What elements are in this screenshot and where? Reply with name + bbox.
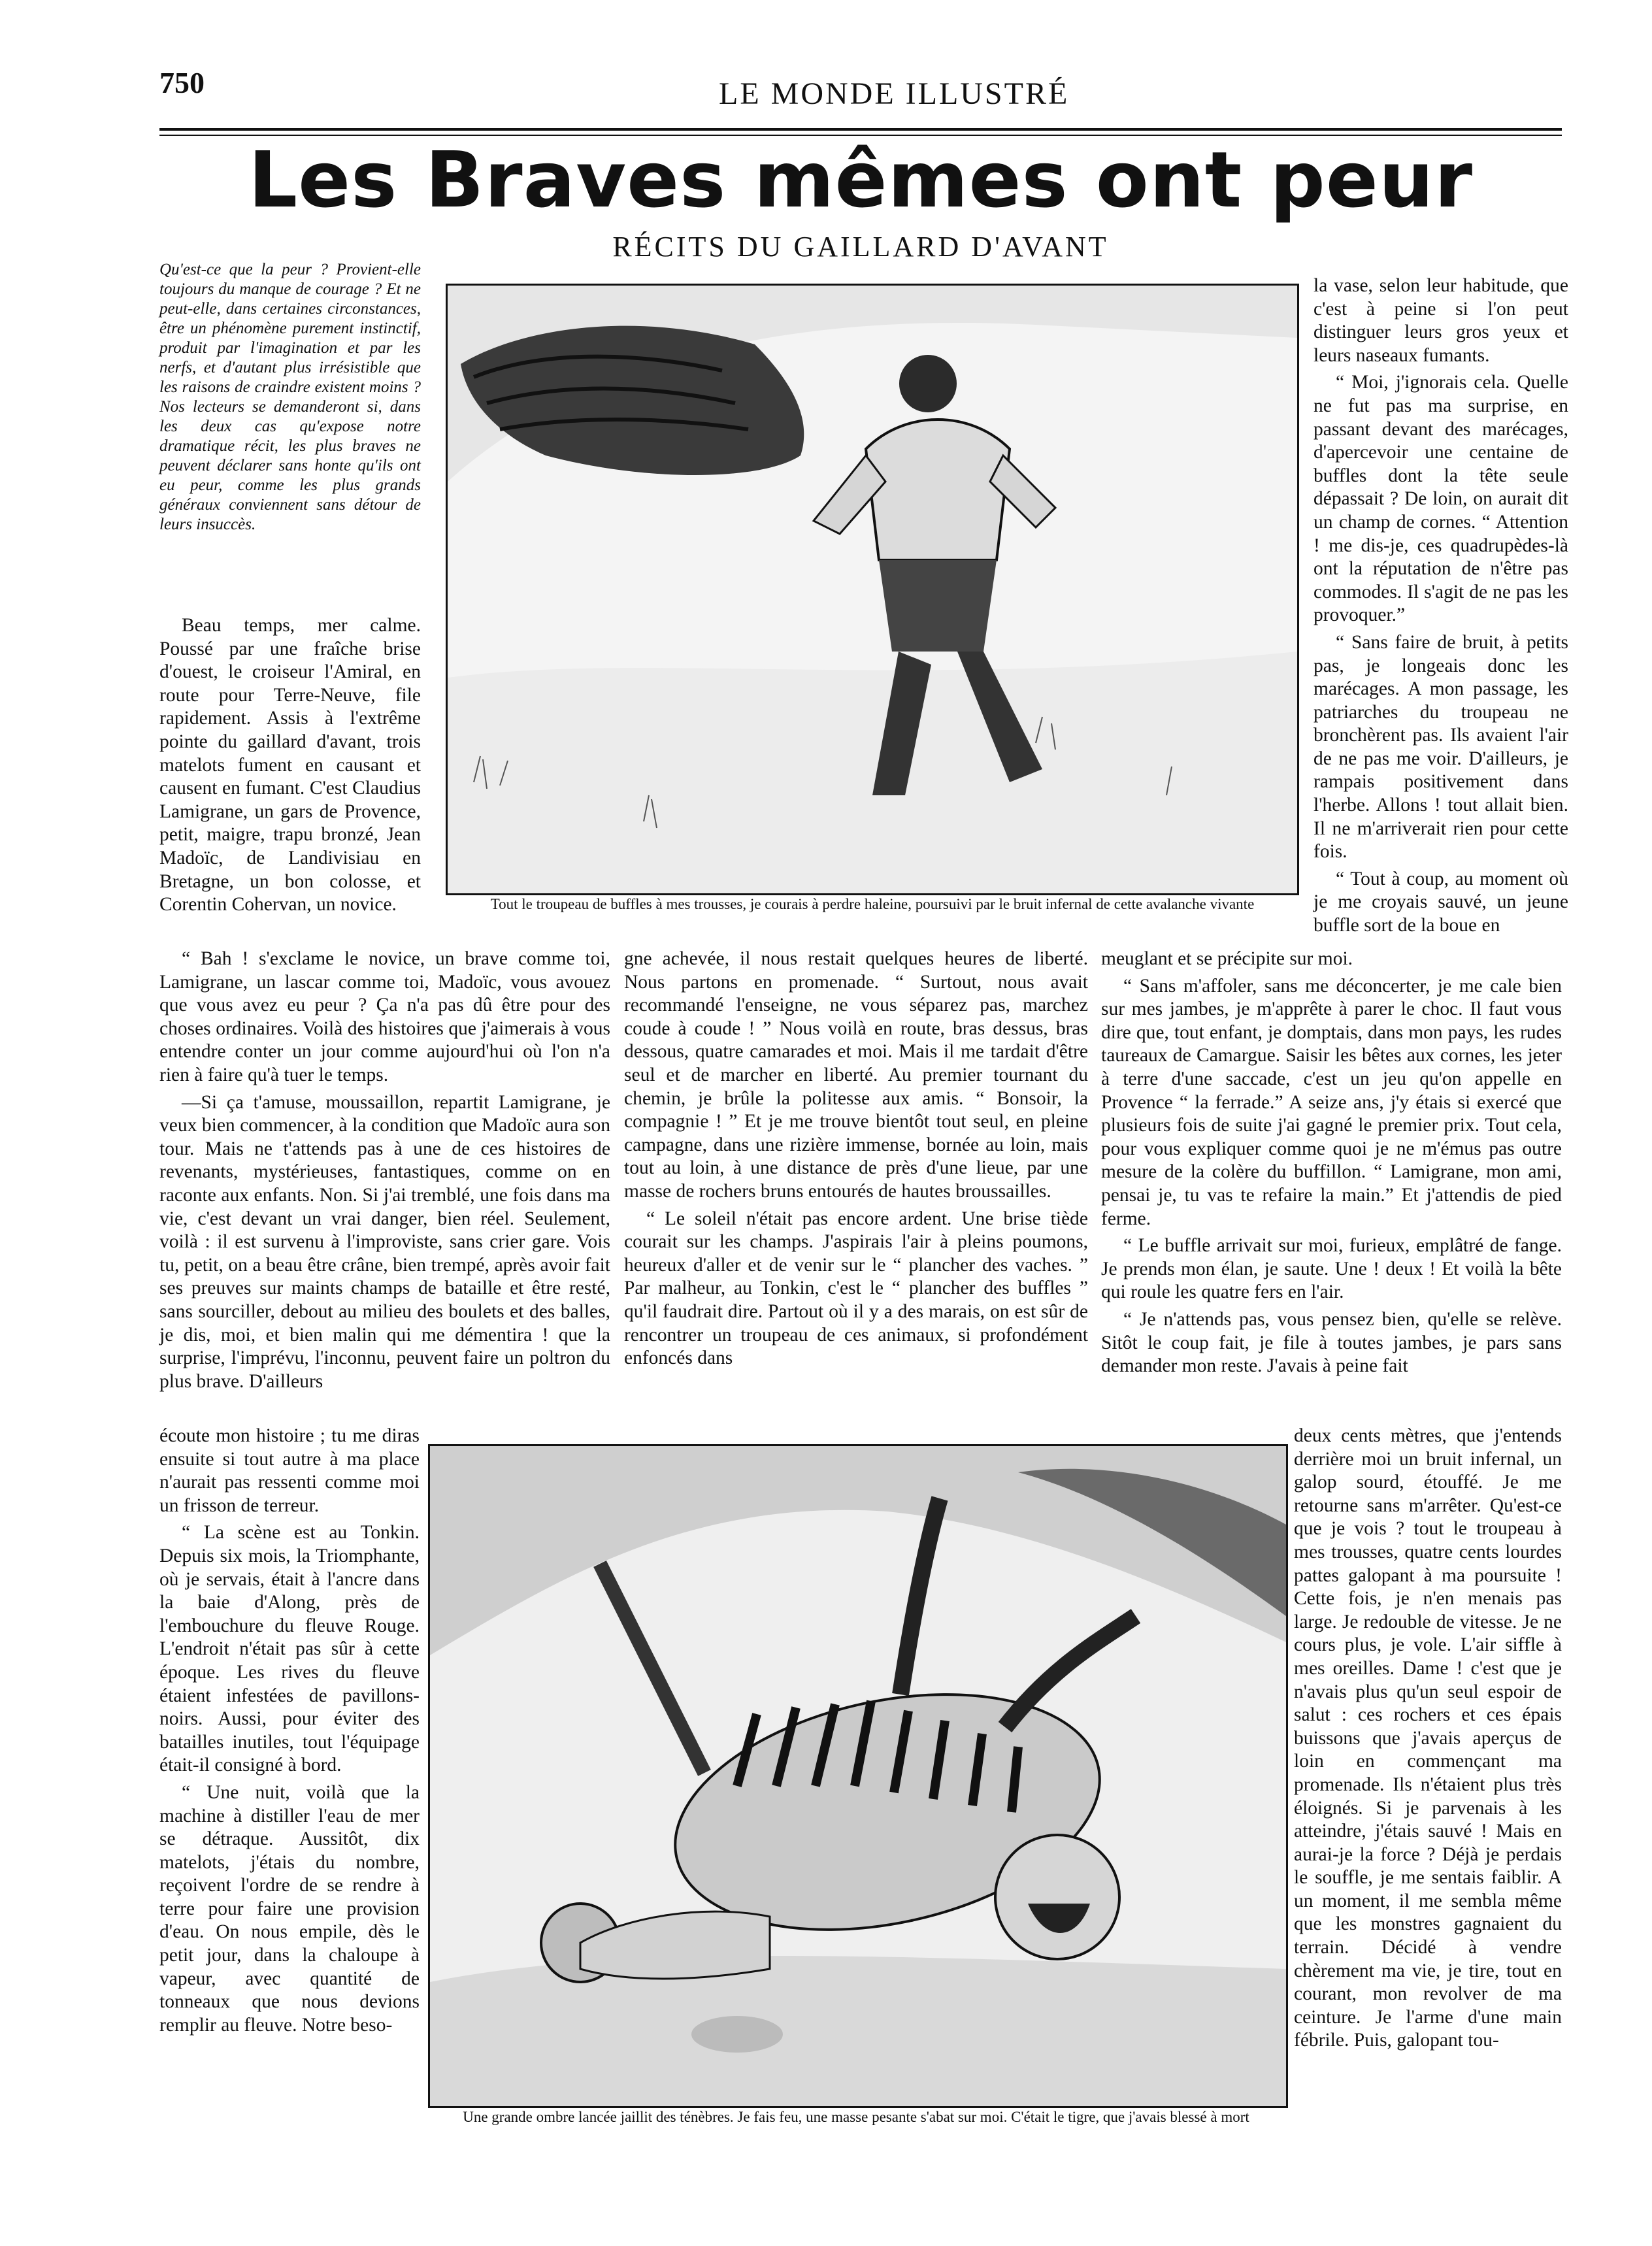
paragraph: Beau temps, mer calme. Poussé par une fraîche brise d'ouest, le croiseur l'Amiral, en route pour Terre-Neuve, file rapidement. Assis à l'extrême pointe du gaillard d'avant, trois matelots fument en causant et causent en fumant. C'est Claudius Lamigrane, un gars de Provence, petit, maigre, trapu bronzé, Jean Madoïc, de Landivisiau en Bretagne, un bon colosse, et Corentin Cohervan, un novice. (159, 615, 421, 916)
paragraph: “ Je n'attends pas, vous pensez bien, qu'elle se relève. Sitôt le coup fait, je file à toutes jambes, je pars sans demander mon reste. J'avais à peine fait (1101, 1308, 1562, 1377)
column-3-top (1313, 274, 1568, 942)
paragraph: “ Le buffle arrivait sur moi, furieux, emplâtré de fange. Je prends mon élan, je saute. Une ! deux ! Et voilà la bête qui roule les quatre fers en l'air. (1101, 1235, 1562, 1303)
column-2 (624, 948, 1088, 1374)
column-3-narrow (1294, 1425, 1562, 2056)
paragraph: “ Bah ! s'exclame le novice, un brave comme toi, Lamigrane, un lascar comme toi, Madoïc, vous avouez que vous avez eu peur ? Ça n'a pas dû être pour des choses ordinaires. Voilà des histoires que j'aimerais à vous entendre conter un jour comme aujourd'hui où l'on n'a rien à faire qu'à tuer le temps. (159, 948, 610, 1085)
paragraph: “ Sans m'affoler, sans me déconcerter, je me cale bien sur mes jambes, je m'apprête à parer le choc. Il faut vous dire que, tout enfant, je domptais, dans mon pays, les rudes taureaux de Camargue. Saisir les bêtes aux cornes, les jeter à terre d'une saccade, c'est un jeu qu'on appelle en Provence “ la ferrade.” A seize ans, j'y étais si exercé que plusieurs fois de suite j'ai gagné le premier prix. Tout cela, pour vous expliquer comme quoi je ne m'émus pas outre mesure de la colère du buffillon. “ Lamigrane, mon ami, pensai je, tu vas te refaire la main.” Et j'attendis de pied ferme. (1101, 975, 1562, 1229)
running-title: LE MONDE ILLUSTRÉ (719, 76, 1070, 111)
paragraph: meuglant et se précipite sur moi. (1101, 948, 1353, 969)
paragraph: “ Le soleil n'était pas encore ardent. Une brise tiède courait sur les champs. J'aspirais l'air à pleins poumons, heureux d'aller et de venir sur le “ plancher des vaches. ” Par malheur, au Tonkin, c'est le “ plancher des buffles ” qu'il faudrait dire. Partout où il y a des marais, on est sûr de rencontrer un troupeau de ces animaux, si profondément enfoncés dans (624, 1208, 1088, 1369)
figure-2-caption: Une grande ombre lancée jaillit des ténèbres. Je fais feu, une masse pesante s'abat sur moi. C'était le tigre, que j'avais blessé à mort (463, 2109, 1249, 2125)
column-1-narrow (159, 1425, 420, 2041)
figure-1-caption: Tout le troupeau de buffles à mes trousses, je courais à perdre haleine, poursuivi par le bruit infernal de cette avalanche vivante (490, 896, 1255, 912)
article-title: Les Braves mêmes ont peur (248, 135, 1474, 225)
paragraph: deux cents mètres, que j'entends derrière moi un bruit infernal, un galop sourd, étouffé. Je me retourne sans m'arrêter. Qu'est-ce que je vois ? tout le troupeau à mes trousses, quatre cents lourdes pattes galopant à ma poursuite ! Cette fois, je n'en menais pas large. Je redouble de vitesse. Je ne cours plus, je vole. L'air siffle à mes oreilles. Dame ! c'est que je n'avais plus qu'un seul espoir de salut : ces rochers et ces épais buissons que j'avais aperçus de loin en commençant ma promenade. Ils n'étaient plus très éloignés. Si je parvenais à les atteindre, j'étais sauvé ! Mais en aurai-je la force ? Déjà je perdais le souffle, je me sentais faiblir. A un moment, il me sembla même que les monstres gagnaient du terrain. Décidé à vendre chèrement ma vie, je tire, tout en courant, mon revolver de ma ceinture. Je l'arme d'une main fébrile. Puis, galopant tou- (1294, 1425, 1562, 2051)
paragraph: écoute mon histoire ; tu me diras ensuite si tout autre à ma place n'aurait pas ressenti comme moi un frisson de terreur. (159, 1425, 420, 1516)
header-rule (159, 128, 1562, 131)
paragraph: “ Sans faire de bruit, à petits pas, je longeais donc les marécages. A mon passage, les patriarches du troupeau ne bronchèrent pas. Ils avaient l'air de ne pas me voir. D'ailleurs, je rampais positivement dans l'herbe. Allons ! tout allait bien. Il ne m'arriverait rien pour cette fois. (1313, 631, 1568, 863)
paragraph: “ Moi, j'ignorais cela. Quelle ne fut pas ma surprise, en passant devant des marécages, d'apercevoir une centaine de buffles dont la tête seule dépassait ? De loin, on aurait dit un champ de cornes. “ Attention ! me dis-je, ces quadrupèdes-là ont la réputation de n'être pas commodes. Il s'agit de ne pas les provoquer.” (1313, 372, 1568, 626)
page-number: 750 (159, 66, 205, 99)
paragraph: gne achevée, il nous restait quelques heures de liberté. Nous partons en promenade. “ Surtout, nous avait recommandé l'enseigne, ne vous séparez pas, marchez coude à coude ! ” Nous voilà en route, bras dessus, bras dessous, quatre camarades et moi. Mais il me tardait d'être seul et de marcher en liberté. Au premier tournant du chemin, je brûle la politesse aux amis. “ Bonsoir, la compagnie ! ” Et je me trouve bientôt tout seul, en pleine campagne, dans une rizière immense, bornée au loin, mais tout au loin, à une distance de près d'une lieue, par une masse de rochers bruns entourés de hautes broussailles. (624, 948, 1088, 1202)
paragraph: “ Tout à coup, au moment où je me croyais sauvé, un jeune buffle sort de la boue en (1313, 868, 1568, 936)
column-1-full (159, 948, 610, 1397)
paragraph: —Si ça t'amuse, moussaillon, repartit Lamigrane, je veux bien commencer, à la condition que Madoïc aura son tour. Mais ne t'attends pas à une de ces histoires de revenants, mystérieuses, fantastiques, comme on en raconte aux enfants. Non. Si j'ai tremblé, une fois dans ma vie, c'est devant un vrai danger, bien réel. Seulement, voilà : il est survenu à l'improviste, sans crier gare. Vois tu, petit, on a beau être crâne, bien trempé, après avoir fait ses preuves sur maints champs de bataille et être resté, sans sourciller, debout au milieu des boulets et des balles, je dis, moi, et bien malin qui me démentira ! que la surprise, l'imprévu, l'inconnu, peuvent faire un poltron du plus brave. D'ailleurs (159, 1091, 610, 1392)
illustration-buffalo-chase (446, 284, 1299, 895)
tiger-drawing (430, 1446, 1286, 2106)
paragraph: la vase, selon leur habitude, que c'est à peine si l'on peut distinguer leurs gros yeux et leurs naseaux fumants. (1313, 275, 1568, 366)
illustration-tiger (428, 1444, 1288, 2108)
article-subtitle: RÉCITS DU GAILLARD D'AVANT (612, 231, 1109, 263)
column-1-top (159, 614, 421, 921)
column-3-full (1101, 948, 1562, 1382)
article-intro: Qu'est-ce que la peur ? Provient-elle toujours du manque de courage ? Et ne peut-elle, dans certaines circonstances, être un phénomène purement instinctif, produit par l'imagination et par les nerfs, et d'autant plus irrésistible que les raisons de craindre existent moins ? Nos lecteurs se demanderont si, dans les deux cas qu'expose notre dramatique récit, les plus braves ne peuvent déclarer sans honte qu'ils ont eu peur, comme les plus grands généraux conviennent sans détour de leurs insuccès. (159, 261, 421, 533)
buffalo-chase-drawing (448, 286, 1297, 893)
paragraph: “ Une nuit, voilà que la machine à distiller l'eau de mer se détraque. Aussitôt, dix matelots, j'étais du nombre, reçoivent l'ordre de se rendre à terre pour faire une provision d'eau. On nous empile, dès le petit jour, dans la chaloupe à vapeur, avec quantité de tonneaux que nous devions remplir au fleuve. Notre beso- (159, 1781, 420, 2036)
paragraph: “ La scène est au Tonkin. Depuis six mois, la Triomphante, où je servais, était à l'ancre dans la baie d'Along, près de l'embouchure du fleuve Rouge. L'endroit n'était pas sûr à cette époque. Les rives du fleuve étaient infestées de pavillons-noirs. Aussi, pour éviter des batailles inutiles, tout l'équipage était-il consigné à bord. (159, 1522, 420, 1776)
